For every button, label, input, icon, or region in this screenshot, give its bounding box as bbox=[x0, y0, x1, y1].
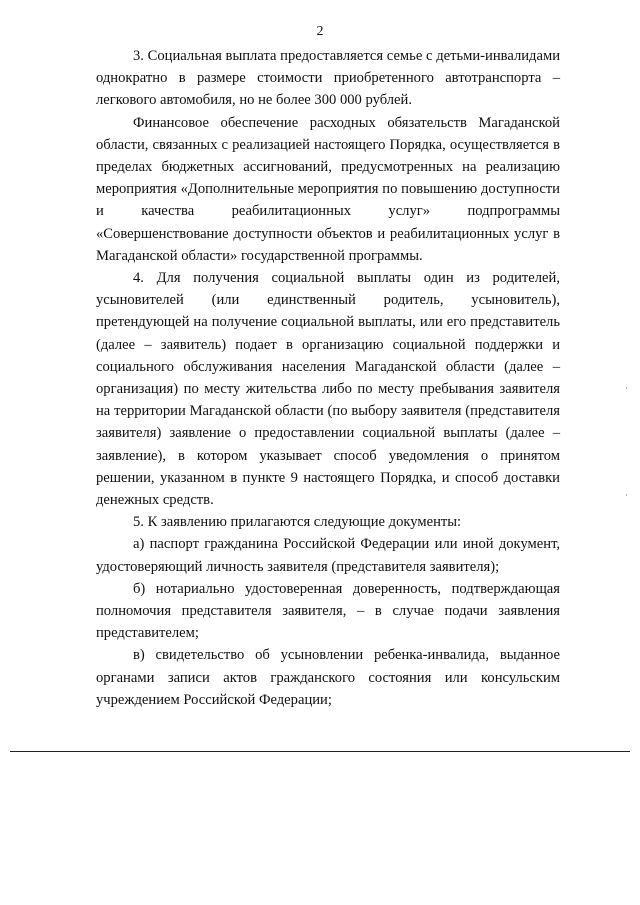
paragraph-item-4: 4. Для получения социальной выплаты один из родителей, усыновителей (или единственный родитель, усыновитель), претендующей на получение социальной выплаты, или его представитель (далее – заявитель) подает в организацию социальной поддержки и социального обслуживания населения Магаданской области (далее – организация) по месту жительства либо по месту пребывания заявителя на территории Магаданской области (по выбору заявителя (представителя заявителя) заявление о предоставлении социальной выплаты (далее – заявление), в котором указывает способ уведомления о принятом решении, указанном в пункте 9 настоящего Порядка, и способ доставки денежных средств. bbox=[96, 270, 560, 509]
paragraph-item-3: 3. Социальная выплата предоставляется семье с детьми-инвалидами однократно в размере стоимости приобретенного автотранспорта – легкового автомобиля, но не более 300 000 рублей. bbox=[96, 48, 560, 109]
paragraph-subitem-v: в) свидетельство об усыновлении ребенка-инвалида, выданное органами записи актов гражданского состояния или консульским учреждением Российской Федерации; bbox=[96, 647, 560, 708]
margin-mark bbox=[626, 387, 627, 389]
document-body bbox=[96, 45, 560, 711]
paragraph-item-5: 5. К заявлению прилагаются следующие документы: bbox=[133, 514, 462, 531]
footer-divider-line bbox=[10, 751, 630, 752]
margin-mark bbox=[626, 494, 627, 496]
paragraph-subitem-b: б) нотариально удостоверенная доверенность, подтверждающая полномочия представителя заявителя, – в случае подачи заявления представителем; bbox=[96, 580, 560, 642]
paragraph-subitem-a: а) паспорт гражданина Российской Федерации или иной документ, удостоверяющий личность заявителя (представителя заявителя); bbox=[96, 536, 560, 575]
page-number: 2 bbox=[316, 24, 324, 39]
paragraph-financing: Финансовое обеспечение расходных обязательств Магаданской области, связанных с реализацией настоящего Порядка, осуществляется в пределах бюджетных ассигнований, предусмотренных на реализацию мероприятия «Дополнительные мероприятия по повышению доступности и качества реабилитационных услуг» подпрограммы «Совершенствование доступности объектов и реабилитационных услуг в Магаданской области» государственной программы. bbox=[96, 114, 560, 264]
